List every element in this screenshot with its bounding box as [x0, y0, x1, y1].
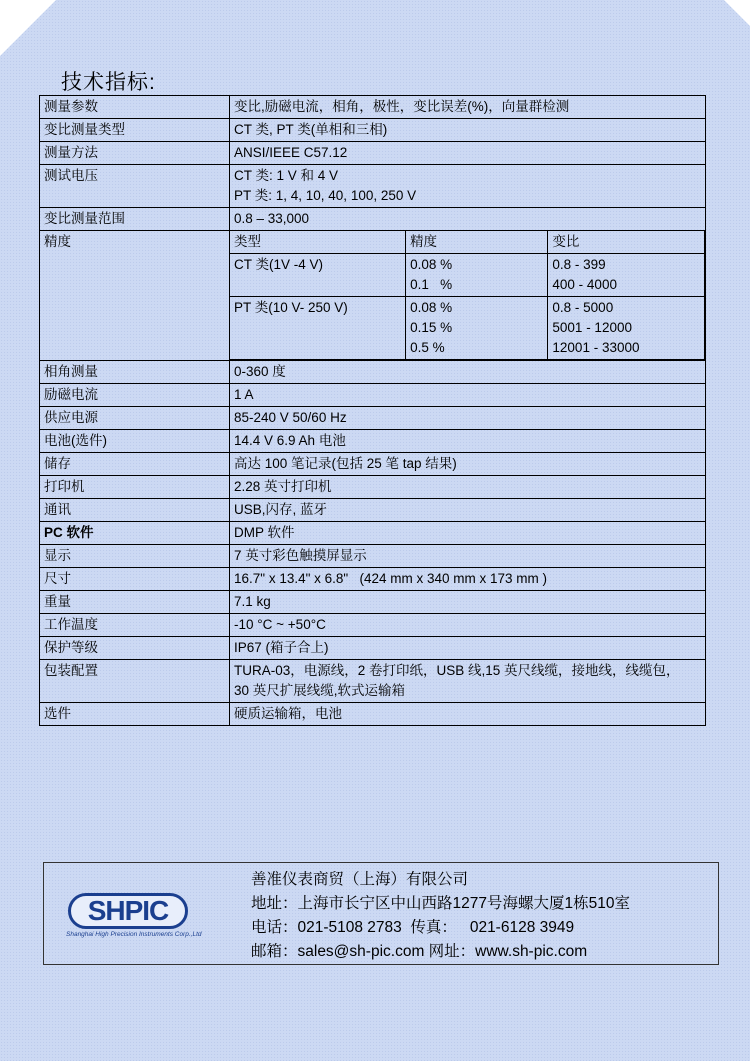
- ratio-value: 12001 - 33000: [552, 340, 640, 355]
- value-line: 30 英尺扩展线缆,软式运输箱: [234, 683, 406, 698]
- table-row: [40, 703, 706, 726]
- row-label: 变比测量范围: [40, 208, 230, 231]
- row-value: IP67 (箱子合上): [230, 637, 706, 660]
- table-row: [40, 208, 706, 231]
- row-label: 精度: [40, 231, 230, 361]
- company-phone: 电话：021-5108 2783 传真： 021-6128 3949: [251, 919, 575, 936]
- spec-table: [39, 95, 706, 726]
- row-value: 硬质运输箱，电池: [230, 703, 706, 726]
- row-label: 相角测量: [40, 361, 230, 384]
- row-label: 通讯: [40, 499, 230, 522]
- column-header: 精度: [406, 231, 548, 254]
- company-logo: [66, 893, 214, 938]
- row-label: 打印机: [40, 476, 230, 499]
- value-line: CT 类: 1 V 和 4 V: [234, 168, 339, 183]
- row-value: 16.7" x 13.4" x 6.8" (424 mm x 340 mm x 173 mm ): [230, 568, 706, 591]
- page-corner-fold: [724, 0, 750, 26]
- row-value: 0-360 度: [230, 361, 706, 384]
- row-label: 测量方法: [40, 142, 230, 165]
- row-label: 变比测量类型: [40, 119, 230, 142]
- ratio-value: 400 - 4000: [552, 277, 617, 292]
- table-row: [40, 614, 706, 637]
- company-web: 邮箱：sales@sh-pic.com 网址：www.sh-pic.com: [251, 943, 588, 960]
- type-cell: PT 类(10 V- 250 V): [230, 297, 406, 360]
- row-label: 测量参数: [40, 96, 230, 119]
- row-label: 选件: [40, 703, 230, 726]
- accuracy-value: 0.08 %: [410, 257, 453, 272]
- accuracy-value: 0.5 %: [410, 340, 445, 355]
- table-row: [40, 430, 706, 453]
- table-row: [40, 522, 706, 545]
- ratio-value: 0.8 - 5000: [552, 300, 614, 315]
- row-value: -10 °C ~ +50°C: [230, 614, 706, 637]
- table-row: [40, 384, 706, 407]
- table-row: [40, 591, 706, 614]
- page-corner-fold: [0, 0, 56, 56]
- row-label: 尺寸: [40, 568, 230, 591]
- ratio-cell: [548, 297, 705, 360]
- row-label: 供应电源: [40, 407, 230, 430]
- logo-tagline: Shanghai High Precision Instruments Corp.,Ltd: [66, 931, 202, 938]
- row-label: 测试电压: [40, 165, 230, 208]
- table-row: [40, 142, 706, 165]
- row-value: [230, 660, 706, 703]
- row-label: 电池(选件): [40, 430, 230, 453]
- ratio-cell: [548, 254, 705, 297]
- table-row: [40, 96, 706, 119]
- row-value: USB,闪存, 蓝牙: [230, 499, 706, 522]
- table-row: [40, 165, 706, 208]
- row-value: 2.28 英寸打印机: [230, 476, 706, 499]
- value-line: TURA-03，电源线，2 卷打印纸，USB 线,15 英尺线缆，接地线，线缆包，: [234, 663, 680, 678]
- company-info: [251, 868, 630, 964]
- table-row: [40, 545, 706, 568]
- accuracy-subtable: [230, 231, 706, 361]
- row-value: 1 A: [230, 384, 706, 407]
- row-value: CT 类, PT 类(单相和三相): [230, 119, 706, 142]
- type-cell: CT 类(1V -4 V): [230, 254, 406, 297]
- row-value: 变比,励磁电流，相角，极性，变比误差(%)，向量群检测: [230, 96, 706, 119]
- column-header: 类型: [230, 231, 406, 254]
- row-value: DMP 软件: [230, 522, 706, 545]
- table-row: [40, 231, 706, 361]
- row-label: 保护等级: [40, 637, 230, 660]
- table-row: [40, 499, 706, 522]
- row-value: 85-240 V 50/60 Hz: [230, 407, 706, 430]
- table-row: [40, 407, 706, 430]
- table-row: [40, 568, 706, 591]
- row-label: 重量: [40, 591, 230, 614]
- column-header: 变比: [548, 231, 705, 254]
- row-value: 高达 100 笔记录(包括 25 笔 tap 结果): [230, 453, 706, 476]
- accuracy-cell: [406, 297, 548, 360]
- row-value: 7.1 kg: [230, 591, 706, 614]
- page-title: 技术指标:: [61, 71, 156, 94]
- row-label: 显示: [40, 545, 230, 568]
- table-row: [40, 453, 706, 476]
- table-row: [40, 476, 706, 499]
- row-label: PC 软件: [40, 522, 230, 545]
- value-line: PT 类: 1, 4, 10, 40, 100, 250 V: [234, 188, 417, 203]
- accuracy-value: 0.15 %: [410, 320, 453, 335]
- row-value: [230, 165, 706, 208]
- table-row: [40, 119, 706, 142]
- ratio-value: 0.8 - 399: [552, 257, 606, 272]
- logo-oval: [68, 893, 188, 929]
- row-label: 储存: [40, 453, 230, 476]
- accuracy-cell: [406, 254, 548, 297]
- table-row: [40, 637, 706, 660]
- row-value: 14.4 V 6.9 Ah 电池: [230, 430, 706, 453]
- contact-footer: [43, 862, 719, 965]
- accuracy-value: 0.1 %: [410, 277, 453, 292]
- row-value: ANSI/IEEE C57.12: [230, 142, 706, 165]
- table-row: [40, 361, 706, 384]
- row-label: 工作温度: [40, 614, 230, 637]
- row-value: 7 英寸彩色触摸屏显示: [230, 545, 706, 568]
- row-label: 包装配置: [40, 660, 230, 703]
- table-row: [40, 660, 706, 703]
- logo-wordmark: SHPIC: [87, 895, 169, 926]
- row-label: 励磁电流: [40, 384, 230, 407]
- company-name: 善准仪表商贸（上海）有限公司: [251, 871, 469, 888]
- row-value: 0.8 – 33,000: [230, 208, 706, 231]
- company-address: 地址：上海市长宁区中山西路1277号海螺大厦1栋510室: [251, 895, 630, 912]
- ratio-value: 5001 - 12000: [552, 320, 632, 335]
- accuracy-value: 0.08 %: [410, 300, 453, 315]
